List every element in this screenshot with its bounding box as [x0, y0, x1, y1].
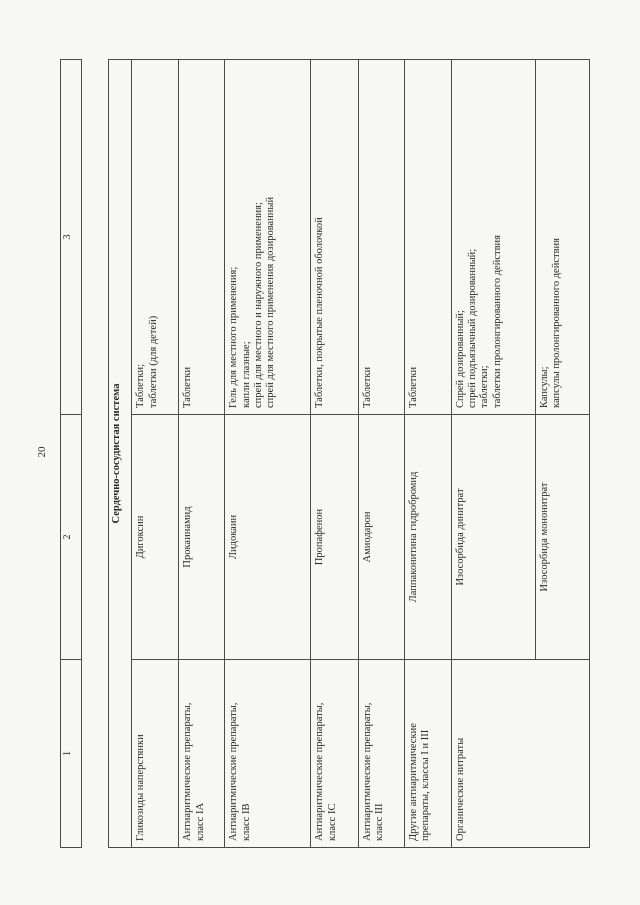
table-body — [132, 60, 590, 848]
table-row — [311, 60, 358, 848]
page-number: 20 — [36, 446, 48, 458]
dosage-forms-cell: Таблетки — [358, 60, 404, 415]
spacer-row — [82, 60, 109, 848]
atc-group-cell: Антиаритмические препараты, класс IA — [179, 660, 225, 848]
section-title: Сердечно-сосудистая система — [109, 60, 132, 848]
dosage-forms-cell: Таблетки — [179, 60, 225, 415]
atc-group-cell: Гликозиды наперстянки — [132, 660, 179, 848]
drug-name-cell: Лидокаин — [225, 415, 311, 660]
atc-group-cell: Другие антиаритмические препараты, классы I и III — [404, 660, 451, 848]
atc-group-cell: Антиаритмические препараты, класс IB — [225, 660, 311, 848]
table-header-row — [61, 60, 82, 848]
dosage-forms-cell: Гель для местного применения; капли глазные; спрей для местного и наружного применения; спрей для местного применения дозированный — [225, 60, 311, 415]
table-row — [132, 60, 179, 848]
dosage-forms-cell: Таблетки, покрытые пленочной оболочкой — [311, 60, 358, 415]
dosage-forms-cell: Капсулы; капсулы пролонгированного действия — [535, 60, 589, 415]
atc-group-cell: Антиаритмические препараты, класс IC — [311, 660, 358, 848]
drug-table — [60, 60, 590, 848]
table-row — [404, 60, 451, 848]
table-row — [535, 60, 589, 848]
atc-group-cell: Органические нитраты — [451, 660, 535, 848]
header-col-3: 3 — [61, 60, 82, 415]
drug-name-cell: Изосорбида мононитрат — [535, 415, 589, 660]
dosage-forms-cell: Спрей дозированный; спрей подъязычный дозированный; таблетки; таблетки пролонгированного действия — [451, 60, 535, 415]
drug-name-cell: Прокаинамид — [179, 415, 225, 660]
atc-group-cell: Антиаритмические препараты, класс III — [358, 660, 404, 848]
dosage-forms-cell: Таблетки; таблетки (для детей) — [132, 60, 179, 415]
drug-name-cell: Изосорбида динитрат — [451, 415, 535, 660]
drug-name-cell: Амиодарон — [358, 415, 404, 660]
table-row — [358, 60, 404, 848]
drug-name-cell: Дигоксин — [132, 415, 179, 660]
table-row — [225, 60, 311, 848]
table-row — [179, 60, 225, 848]
header-col-1: 1 — [61, 660, 82, 848]
table-row — [451, 60, 535, 848]
header-col-2: 2 — [61, 415, 82, 660]
dosage-forms-cell: Таблетки — [404, 60, 451, 415]
drug-name-cell: Пропафенон — [311, 415, 358, 660]
section-row — [109, 60, 132, 848]
drug-name-cell: Лаппаконитина гидробромид — [404, 415, 451, 660]
atc-group-cell — [535, 660, 589, 848]
